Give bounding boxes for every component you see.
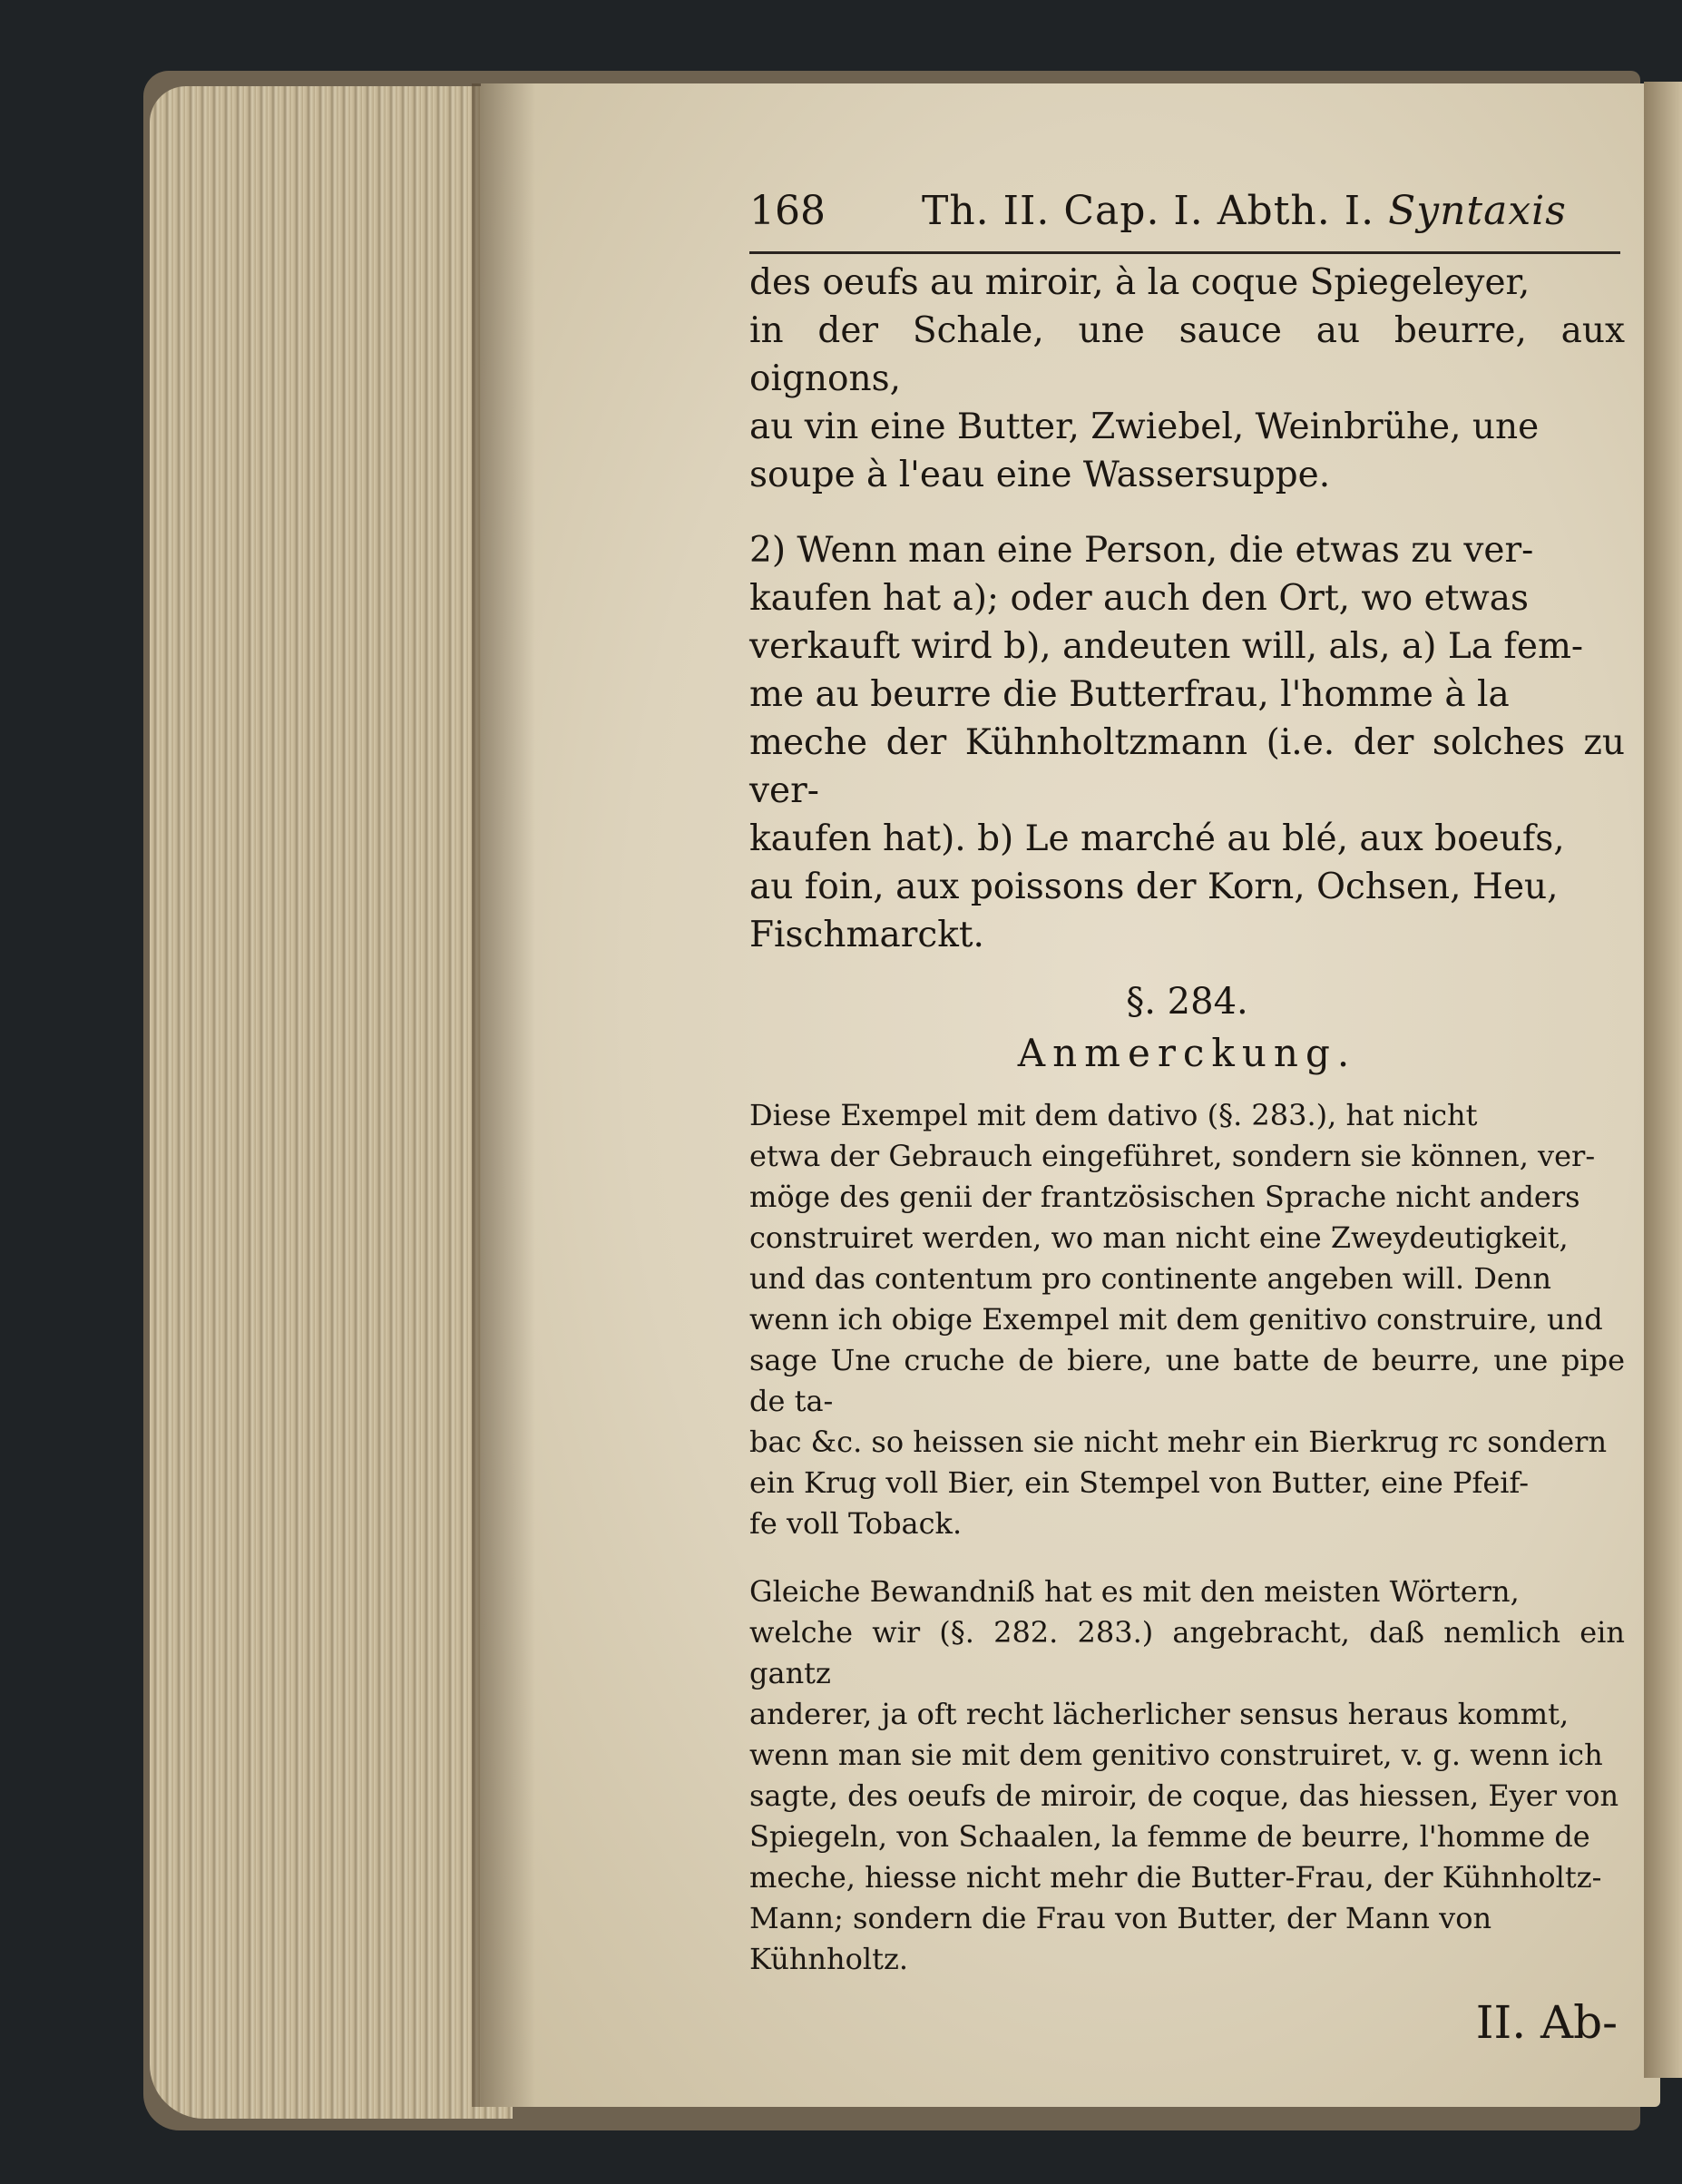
facing-page-edge [1644,82,1682,2078]
page-edges [150,86,513,2119]
text-line: me au beurre die Butterfrau, l'homme à la [749,674,1510,715]
paragraph-3 [749,1095,1625,1544]
running-title-latin: Syntaxis [1388,188,1567,234]
text-line: kaufen hat a); oder auch den Ort, wo etwas [749,578,1530,619]
text-line: soupe à l'eau eine Wassersuppe. [749,455,1331,495]
text-line: construiret werden, wo man nicht eine Zweydeutigkeit, [749,1220,1569,1255]
paragraph-2 [749,526,1625,959]
text-line: sagte, des oeufs de miroir, de coque, das hiessen, Eyer von [749,1778,1619,1813]
text-line: wenn man sie mit dem genitivo construiret, v. g. wenn ich [749,1738,1603,1772]
text-line: sage Une cruche de biere, une batte de beurre, une pipe de ta- [749,1343,1625,1418]
header-rule [749,251,1620,254]
text-line: meche, hiesse nicht mehr die Butter-Frau, der Kühnholtz- [749,1860,1602,1895]
paragraph-4 [749,1572,1625,1980]
text-line: 2) Wenn man eine Person, die etwas zu ver- [749,530,1534,571]
page-number: 168 [749,188,826,234]
paragraph-1 [749,259,1625,499]
text-line: kaufen hat). b) Le marché au blé, aux boeufs, [749,818,1565,859]
running-head [749,177,1625,259]
text-line: anderer, ja oft recht lächerlicher sensus heraus kommt, [749,1697,1570,1731]
text-line: Kühnholtz. [749,1942,909,1976]
text-line: au vin eine Butter, Zwiebel, Weinbrühe, une [749,406,1540,447]
text-line: fe voll Toback. [749,1506,963,1541]
page-text [749,177,1625,2094]
text-line: möge des genii der frantzösischen Sprache nicht anders [749,1180,1580,1214]
section-heading: Anmerckung. [1017,1031,1357,1075]
page-gutter-shadow [472,83,535,2107]
text-line: meche der Kühnholtzmann (i.e. der solches zu ver- [749,722,1625,811]
running-title: Th. II. Cap. I. Abth. I. Syntaxis [922,188,1567,234]
text-line: bac &c. so heissen sie nicht mehr ein Bierkrug rc sondern [749,1425,1608,1459]
text-line: Fischmarckt. [749,915,984,955]
text-line: in der Schale, une sauce au beurre, aux oignons, [749,310,1625,399]
text-line: wenn ich obige Exempel mit dem genitivo construire, und [749,1302,1603,1337]
text-line: verkauft wird b), andeuten will, als, a) La fem- [749,626,1584,667]
text-line: au foin, aux poissons der Korn, Ochsen, Heu, [749,867,1559,907]
text-line: Diese Exempel mit dem dativo (§. 283.), hat nicht [749,1098,1478,1132]
catchword: II. Ab- [1475,1996,1618,2049]
text-line: ein Krug voll Bier, ein Stempel von Butter, eine Pfeif- [749,1465,1530,1500]
text-line: Spiegeln, von Schaalen, la femme de beurre, l'homme de [749,1819,1590,1854]
text-line: welche wir (§. 282. 283.) angebracht, daß nemlich ein gantz [749,1615,1625,1690]
section-number: §. 284. [1126,981,1248,1023]
text-line: des oeufs au miroir, à la coque Spiegeleyer, [749,262,1530,303]
text-line: und das contentum pro continente angeben will. Denn [749,1261,1552,1296]
text-line: Mann; sondern die Frau von Butter, der Mann von [749,1901,1492,1935]
text-line: Gleiche Bewandniß hat es mit den meisten Wörtern, [749,1574,1520,1609]
text-line: etwa der Gebrauch eingeführet, sondern sie können, ver- [749,1139,1596,1173]
